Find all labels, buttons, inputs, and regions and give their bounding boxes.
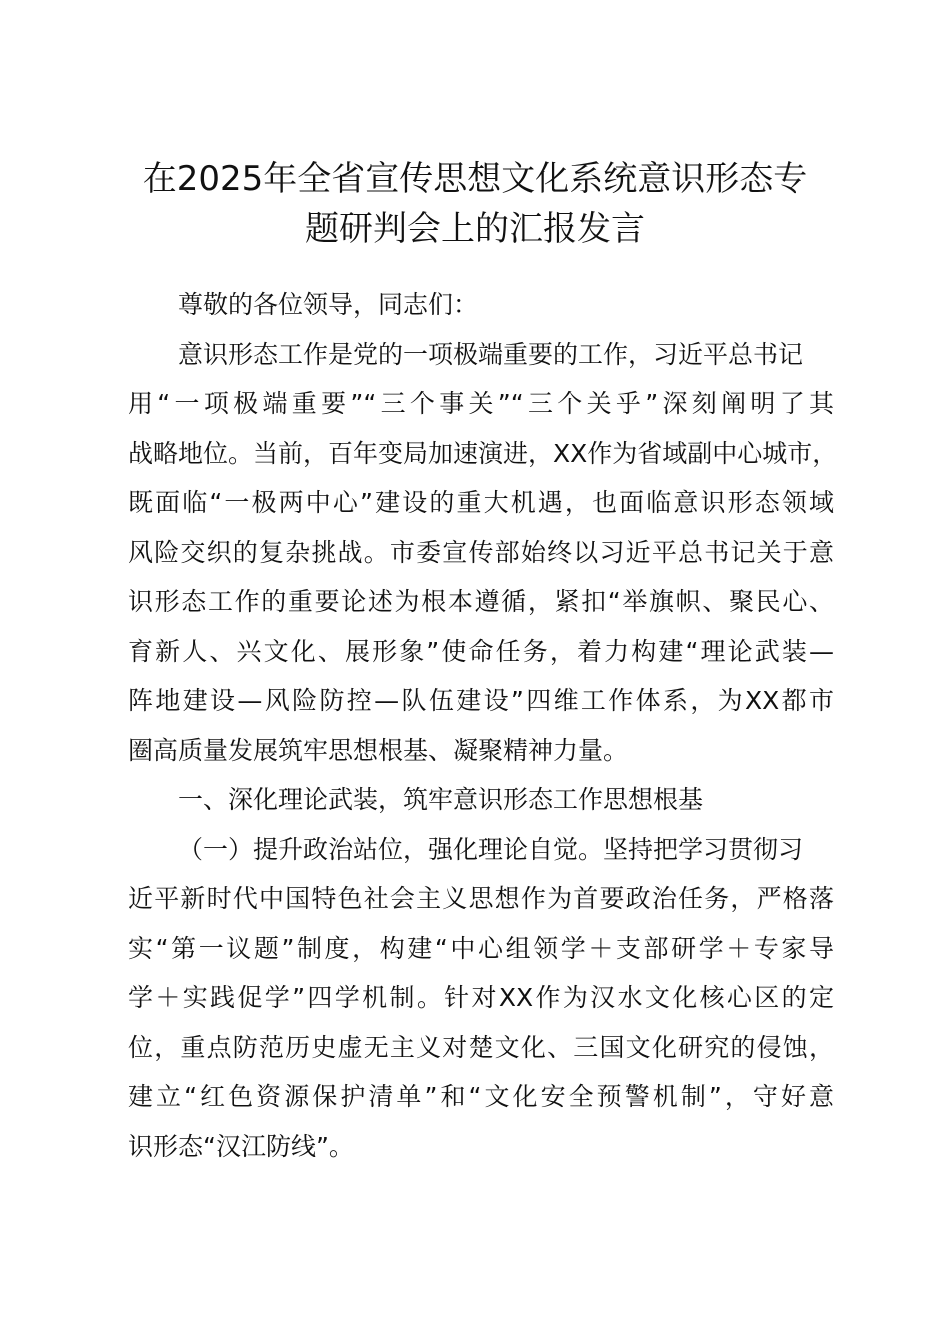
paragraph-1-line-3: 战略地位。当前，百年变局加速演进，XX作为省域副中心城市， — [128, 438, 838, 468]
paragraph-1-line-5: 风险交织的复杂挑战。市委宣传部始终以习近平总书记关于意 — [128, 537, 834, 567]
paragraph-2-line-4: 学＋实践促学”四学机制。针对XX作为汉水文化核心区的定 — [128, 983, 834, 1012]
paragraph-1-line-4: 既面临“一极两中心”建设的重大机遇，也面临意识形态领域 — [128, 488, 834, 517]
paragraph-2-line-2: 近平新时代中国特色社会主义思想作为首要政治任务，严格落 — [128, 884, 834, 913]
section-heading-1: 一、深化理论武装，筑牢意识形态工作思想根基 — [178, 785, 704, 814]
document-body — [128, 280, 838, 1171]
paragraph-1-line-1: 意识形态工作是党的一项极端重要的工作，习近平总书记 — [178, 339, 804, 369]
document-title-line-2: 题研判会上的汇报发言 — [305, 209, 645, 249]
paragraph-2-line-7: 识形态“汉江防线”。 — [128, 1131, 354, 1161]
salutation: 尊敬的各位领导，同志们： — [178, 290, 479, 319]
paragraph-1-line-7: 育新人、兴文化、展形象”使命任务，着力构建“理论武装— — [128, 636, 834, 666]
paragraph-1-line-2: 用“一项极端重要”“三个事关”“三个关乎”深刻阐明了其 — [128, 389, 834, 418]
paragraph-2-line-3: 实“第一议题”制度，构建“中心组领学＋支部研学＋专家导 — [128, 933, 834, 963]
paragraph-2-line-6: 建立“红色资源保护清单”和“文化安全预警机制”，守好意 — [128, 1082, 834, 1111]
paragraph-1-line-6: 识形态工作的重要论述为根本遵循，紧扣“举旗帜、聚民心、 — [128, 587, 834, 616]
paragraph-2-line-1: （一）提升政治站位，强化理论自觉。坚持把学习贯彻习 — [178, 834, 804, 864]
paragraph-1-line-8: 阵地建设—风险防控—队伍建设”四维工作体系，为XX都市 — [128, 686, 834, 715]
document-title-line-1: 在2025年全省宣传思想文化系统意识形态专 — [142, 159, 808, 199]
paragraph-2-line-5: 位，重点防范历史虚无主义对楚文化、三国文化研究的侵蚀， — [128, 1032, 834, 1062]
paragraph-1-line-9: 圈高质量发展筑牢思想根基、凝聚精神力量。 — [128, 735, 629, 765]
